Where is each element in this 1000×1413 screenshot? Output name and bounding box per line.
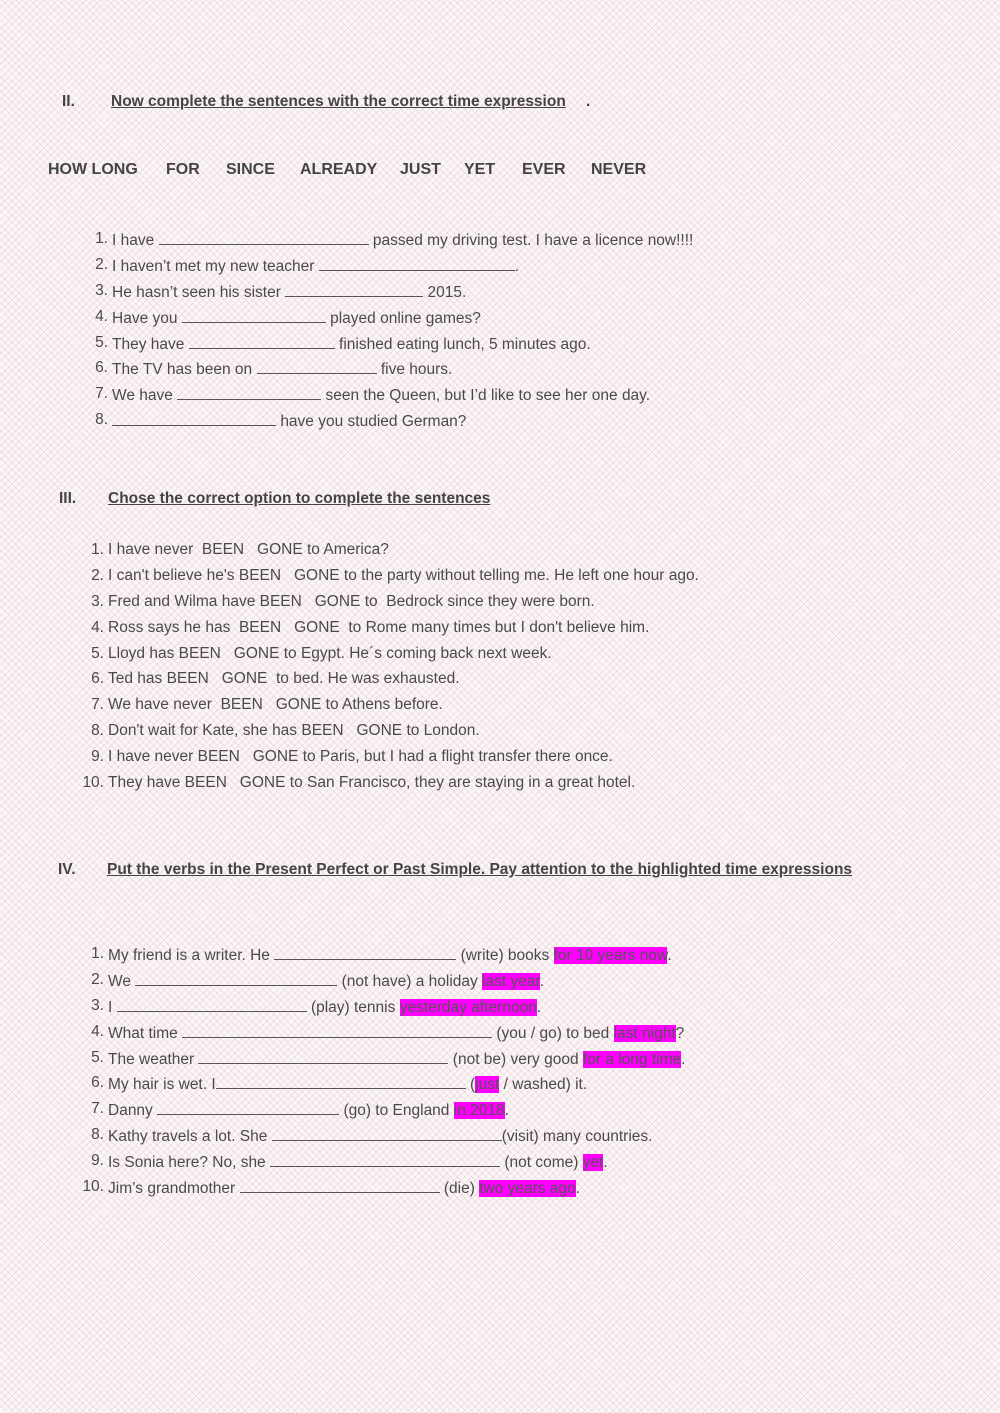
item-number: 6. bbox=[91, 670, 104, 688]
section-title: Now complete the sentences with the correct time expression bbox=[111, 93, 566, 110]
item-number: 7. bbox=[95, 385, 108, 403]
item-text: / washed) it. bbox=[499, 1076, 588, 1094]
item-text: Lloyd has BEEN GONE to Egypt. He´s coming back next week. bbox=[108, 644, 552, 662]
item-text: Kathy travels a lot. She bbox=[108, 1128, 268, 1146]
item-text: ( bbox=[469, 1076, 476, 1094]
item-text: Danny bbox=[108, 1102, 153, 1120]
list-item bbox=[95, 359, 693, 385]
item-number: 3. bbox=[95, 281, 108, 299]
answer-blank[interactable] bbox=[285, 282, 423, 297]
item-text: 2015. bbox=[427, 283, 467, 301]
list-item bbox=[91, 970, 685, 997]
item-number: 10. bbox=[82, 1178, 104, 1196]
list-item bbox=[95, 385, 693, 411]
time-expression-highlight: yesterday afternoon bbox=[399, 998, 537, 1016]
item-number: 10. bbox=[82, 774, 104, 792]
item-text: We have never BEEN GONE to Athens before. bbox=[108, 696, 443, 714]
item-text: The weather bbox=[108, 1050, 195, 1068]
item-number: 9. bbox=[91, 1152, 104, 1170]
item-number: 2. bbox=[95, 255, 108, 273]
answer-blank[interactable] bbox=[257, 359, 377, 374]
list-item bbox=[95, 230, 694, 256]
item-text: finished eating lunch, 5 minutes ago. bbox=[339, 335, 591, 353]
time-expression-highlight: last year bbox=[482, 972, 540, 990]
item-text: The TV has been on bbox=[112, 361, 253, 379]
list-item bbox=[91, 945, 685, 971]
item-text: Have you bbox=[112, 309, 178, 327]
item-text: They have BEEN GONE to San Francisco, they are staying in a great hotel. bbox=[108, 774, 636, 792]
item-text: . bbox=[536, 998, 542, 1016]
item-text: . bbox=[575, 1180, 580, 1198]
item-number: 7. bbox=[91, 696, 104, 714]
answer-blank[interactable] bbox=[177, 385, 321, 400]
item-text: . bbox=[603, 1154, 608, 1172]
item-text: . bbox=[539, 972, 545, 990]
answer-blank[interactable] bbox=[182, 1023, 492, 1038]
item-text: . bbox=[514, 257, 520, 275]
time-expression-highlight: for a long time bbox=[582, 1050, 682, 1068]
item-text: Ross says he has BEEN GONE to Rome many times but I don't believe him. bbox=[108, 618, 650, 636]
list-item bbox=[91, 1022, 685, 1049]
list-item bbox=[91, 1074, 685, 1100]
word-bank-item: ALREADY bbox=[300, 161, 378, 178]
answer-blank[interactable] bbox=[117, 997, 307, 1012]
list-item bbox=[91, 1048, 686, 1075]
item-number: 5. bbox=[91, 644, 104, 662]
answer-blank[interactable] bbox=[198, 1049, 448, 1064]
section-number: IV. bbox=[58, 861, 76, 878]
answer-blank[interactable] bbox=[135, 971, 337, 986]
section-number: III. bbox=[59, 490, 77, 507]
list-item bbox=[95, 255, 693, 282]
item-number: 4. bbox=[91, 618, 104, 636]
answer-blank[interactable] bbox=[189, 334, 335, 349]
section-2-list bbox=[95, 230, 694, 437]
item-text: My friend is a writer. He bbox=[108, 947, 270, 964]
item-text: Jim’s grandmother bbox=[108, 1180, 236, 1198]
item-number: 1. bbox=[91, 541, 104, 558]
item-text: five hours. bbox=[380, 361, 453, 379]
section-title: Chose the correct option to complete the sentences bbox=[108, 490, 491, 507]
time-expression-highlight: just bbox=[475, 1076, 500, 1094]
item-number: 8. bbox=[91, 1126, 104, 1144]
list-item bbox=[91, 1152, 685, 1178]
item-text: (die) bbox=[443, 1180, 475, 1198]
answer-blank[interactable] bbox=[216, 1074, 466, 1089]
word-bank-item: EVER bbox=[522, 161, 566, 178]
item-text: ? bbox=[675, 1024, 685, 1042]
section-4-list bbox=[82, 945, 686, 1204]
item-number: 8. bbox=[91, 722, 104, 740]
item-text: . bbox=[504, 1102, 509, 1120]
item-text: (play) tennis bbox=[310, 998, 396, 1016]
item-text: seen the Queen, but I’d like to see her one day. bbox=[325, 387, 651, 405]
list-item bbox=[91, 748, 699, 774]
item-number: 2. bbox=[91, 970, 104, 988]
item-text: They have bbox=[112, 335, 185, 353]
item-text: (not be) very good bbox=[452, 1050, 579, 1068]
item-number: 4. bbox=[91, 1022, 104, 1040]
answer-blank[interactable] bbox=[240, 1178, 440, 1193]
list-item bbox=[91, 722, 699, 748]
time-expression-highlight: last night bbox=[613, 1024, 676, 1042]
item-text: . bbox=[681, 1050, 686, 1068]
answer-blank[interactable] bbox=[157, 1100, 339, 1115]
item-number: 7. bbox=[91, 1100, 104, 1118]
time-expression-highlight: two years ago bbox=[479, 1180, 576, 1198]
item-number: 3. bbox=[91, 996, 104, 1014]
item-number: 6. bbox=[95, 359, 108, 377]
answer-blank[interactable] bbox=[270, 1152, 500, 1167]
item-number: 8. bbox=[95, 411, 108, 429]
item-text: played online games? bbox=[330, 309, 481, 327]
answer-blank[interactable] bbox=[274, 945, 456, 960]
item-number: 1. bbox=[91, 945, 104, 962]
list-item bbox=[82, 1178, 685, 1204]
item-text: Fred and Wilma have BEEN GONE to Bedrock since they were born. bbox=[108, 592, 595, 610]
item-text: Ted has BEEN GONE to bed. He was exhausted. bbox=[108, 670, 460, 688]
item-text: We bbox=[108, 972, 131, 990]
item-text: passed my driving test. I have a licence now!!!! bbox=[372, 232, 694, 249]
section-title-end: . bbox=[586, 93, 591, 110]
answer-blank[interactable] bbox=[272, 1126, 502, 1141]
item-text: (not come) bbox=[504, 1154, 579, 1172]
item-number: 5. bbox=[91, 1048, 104, 1066]
item-text: My hair is wet. I bbox=[108, 1076, 216, 1094]
item-number: 9. bbox=[91, 748, 104, 766]
list-item bbox=[91, 670, 699, 696]
list-item bbox=[91, 566, 699, 593]
answer-blank[interactable] bbox=[159, 230, 369, 245]
item-text: We have bbox=[112, 387, 173, 405]
word-bank-item: JUST bbox=[400, 161, 441, 178]
list-item bbox=[91, 644, 699, 671]
time-expression-highlight: in 2018 bbox=[453, 1102, 505, 1120]
item-text: (go) to England bbox=[343, 1102, 450, 1120]
list-item bbox=[95, 307, 693, 334]
item-text: I can't believe he's BEEN GONE to the party without telling me. He left one hour ago. bbox=[108, 566, 699, 584]
word-bank-item: FOR bbox=[166, 161, 200, 178]
list-item bbox=[82, 774, 699, 800]
item-text: I have never BEEN GONE to America? bbox=[108, 541, 389, 558]
item-number: 4. bbox=[95, 307, 108, 325]
list-item bbox=[91, 696, 699, 722]
list-item bbox=[91, 618, 699, 645]
item-text: I have bbox=[112, 232, 155, 249]
answer-blank[interactable] bbox=[182, 308, 326, 323]
item-text: (visit) many countries. bbox=[501, 1128, 653, 1146]
item-text: (not have) a holiday bbox=[341, 972, 478, 990]
item-text: I haven’t met my new teacher bbox=[112, 257, 315, 275]
time-expression-highlight: for 10 years now bbox=[553, 947, 668, 964]
word-bank-item: HOW LONG bbox=[48, 161, 138, 178]
item-number: 5. bbox=[95, 333, 108, 351]
item-text: (you / go) to bed bbox=[496, 1024, 610, 1042]
word-bank-item: NEVER bbox=[591, 161, 647, 178]
item-text: I bbox=[108, 998, 113, 1016]
item-text: I have never BEEN GONE to Paris, but I had a flight transfer there once. bbox=[108, 748, 613, 766]
item-text: Don't wait for Kate, she has BEEN GONE to London. bbox=[108, 722, 480, 740]
answer-blank[interactable] bbox=[319, 256, 515, 271]
word-bank-item: SINCE bbox=[226, 161, 275, 178]
list-item bbox=[91, 996, 685, 1023]
section-number: II. bbox=[62, 93, 75, 110]
list-item bbox=[91, 1126, 685, 1152]
list-item bbox=[91, 592, 699, 619]
word-bank-item: YET bbox=[464, 161, 496, 178]
list-item bbox=[95, 281, 693, 308]
item-number: 1. bbox=[95, 230, 108, 247]
item-text: have you studied German? bbox=[280, 413, 467, 431]
item-text: . bbox=[667, 947, 672, 964]
list-item bbox=[95, 411, 693, 437]
section-3-list bbox=[82, 541, 699, 800]
section-title: Put the verbs in the Present Perfect or Past Simple. Pay attention to the highlighted time expressions bbox=[107, 861, 853, 878]
item-text: (write) books bbox=[460, 947, 550, 964]
list-item bbox=[91, 541, 699, 567]
item-number: 2. bbox=[91, 566, 104, 584]
item-text: He hasn’t seen his sister bbox=[112, 283, 281, 301]
item-text: What time bbox=[108, 1024, 178, 1042]
item-number: 6. bbox=[91, 1074, 104, 1092]
item-text: Is Sonia here? No, she bbox=[108, 1154, 266, 1172]
list-item bbox=[95, 333, 693, 360]
time-expression-highlight: yet bbox=[582, 1154, 604, 1172]
item-number: 3. bbox=[91, 592, 104, 610]
answer-blank[interactable] bbox=[112, 411, 276, 426]
list-item bbox=[91, 1100, 685, 1126]
